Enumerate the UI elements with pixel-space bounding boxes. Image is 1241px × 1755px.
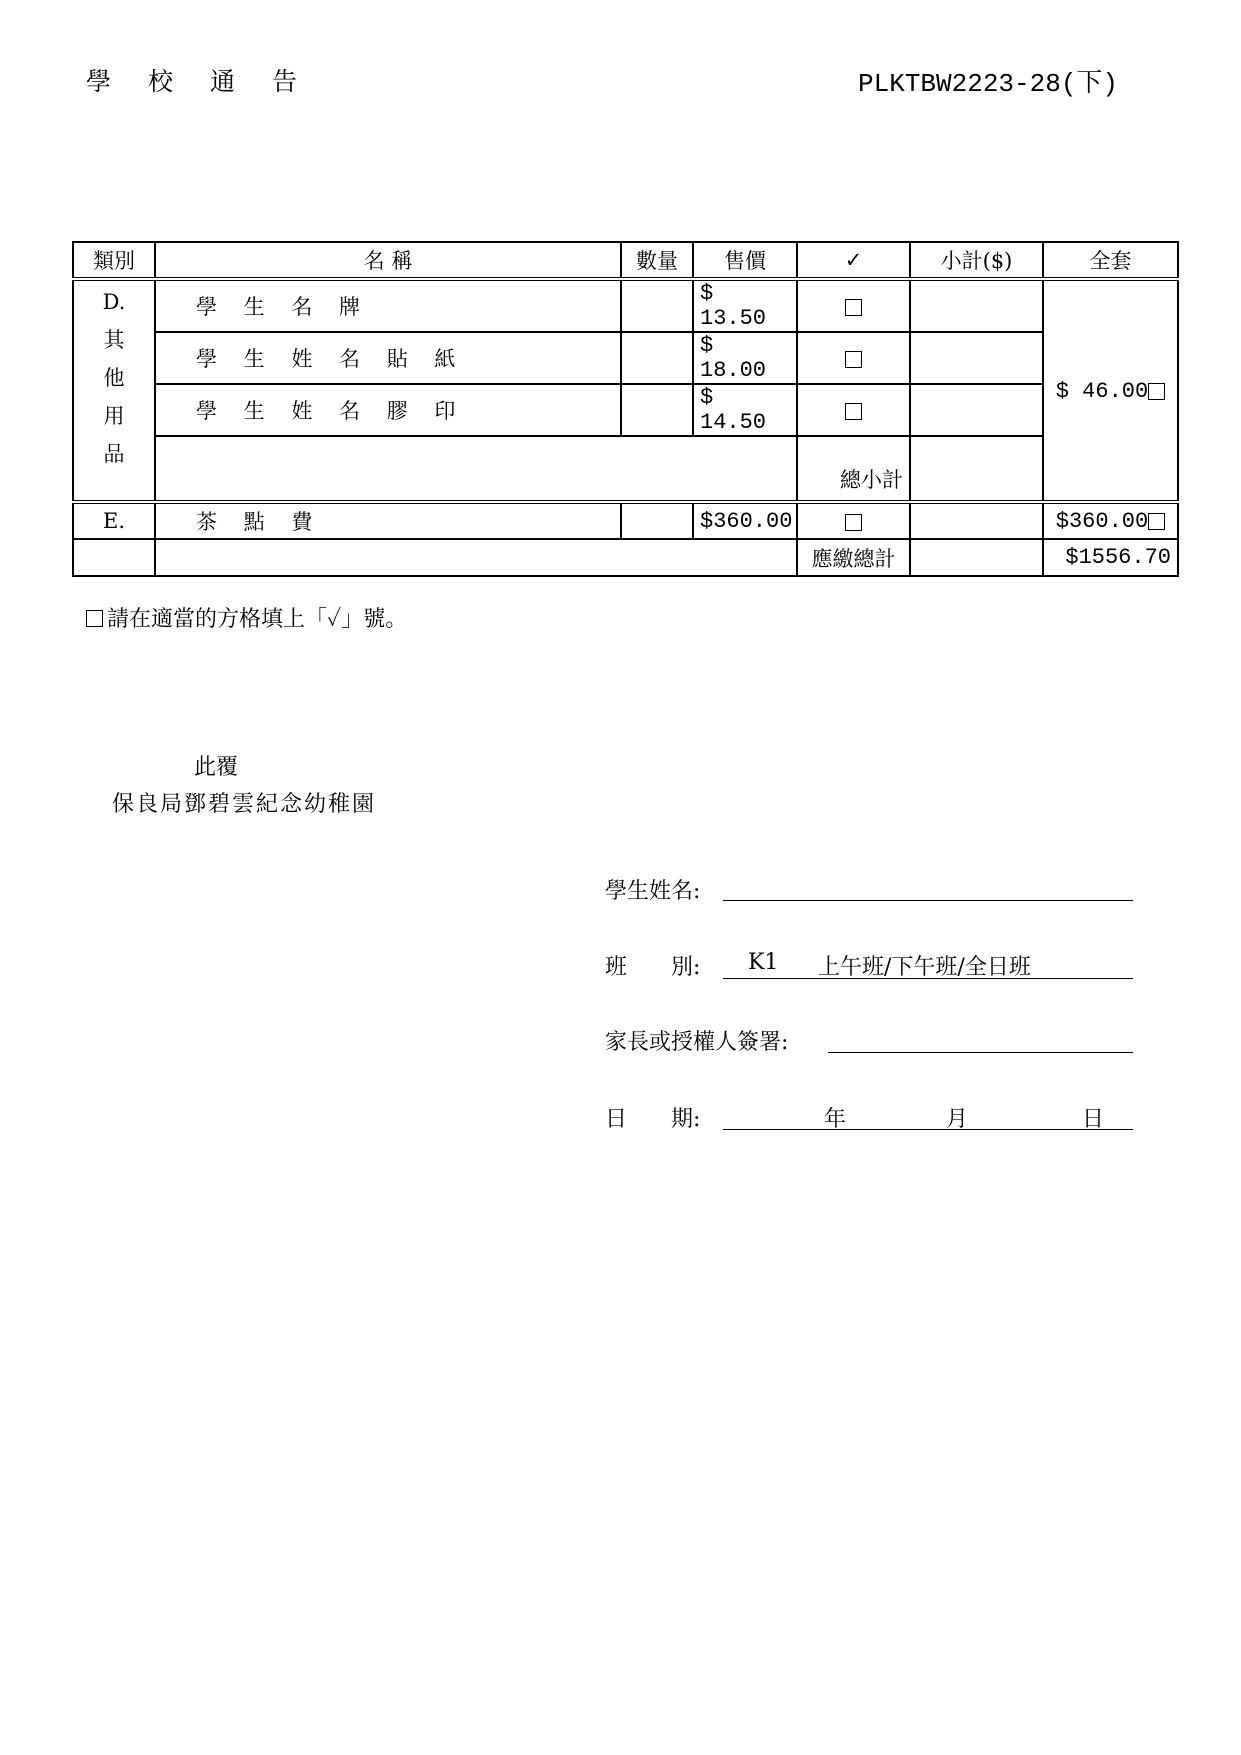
total-label: 應繳總計 xyxy=(797,539,910,576)
item-name: 茶 點 費 xyxy=(155,502,621,539)
student-name-label: 學生姓名: xyxy=(605,879,701,904)
checkbox-icon[interactable] xyxy=(1148,513,1165,530)
table-row xyxy=(73,332,1178,384)
category-d-char: 品 xyxy=(103,442,125,466)
check-cell[interactable] xyxy=(797,332,910,384)
subtotal-cell[interactable] xyxy=(910,279,1043,332)
set-price-e-cell xyxy=(1043,502,1178,539)
category-d-label: D. xyxy=(102,290,126,314)
table-row xyxy=(73,279,1178,332)
checkbox-icon[interactable] xyxy=(845,299,862,316)
quantity-cell[interactable] xyxy=(621,279,693,332)
date-year: 年 xyxy=(824,1107,847,1132)
category-d-char: 用 xyxy=(103,404,125,428)
header-check: ✓ xyxy=(797,242,910,279)
empty-cell xyxy=(155,539,797,576)
check-cell[interactable] xyxy=(797,279,910,332)
quantity-cell[interactable] xyxy=(621,384,693,436)
category-e-label: E. xyxy=(73,502,155,539)
set-price-e: $360.00 xyxy=(1055,509,1149,534)
student-name-line[interactable] xyxy=(723,900,1133,901)
date-label: 日 期: xyxy=(605,1107,701,1132)
checkbox-icon[interactable] xyxy=(845,351,862,368)
subtotal-cell[interactable] xyxy=(910,332,1043,384)
item-price: $ 18.00 xyxy=(693,332,797,384)
school-name: 保良局鄧碧雲紀念幼稚園 xyxy=(112,792,377,817)
item-price: $ 14.50 xyxy=(693,384,797,436)
parent-signature-label: 家長或授權人簽署: xyxy=(605,1030,789,1055)
category-d-char: 他 xyxy=(103,366,125,390)
header-subtotal: 小計($) xyxy=(910,242,1043,279)
notice-title: 學 校 通 告 xyxy=(86,67,304,96)
category-d-char: 其 xyxy=(103,328,125,352)
parent-signature-line[interactable] xyxy=(828,1052,1133,1053)
instruction-note xyxy=(86,602,407,633)
empty-cell xyxy=(155,436,797,502)
date-month: 月 xyxy=(946,1107,969,1132)
class-line[interactable] xyxy=(723,978,1133,979)
total-row xyxy=(73,539,1178,576)
subtotal-total-cell[interactable] xyxy=(910,436,1043,502)
order-table xyxy=(72,241,1179,577)
quantity-cell[interactable] xyxy=(621,502,693,539)
notice-code: PLKTBW2223-28(下) xyxy=(858,69,1119,99)
class-value: K1 xyxy=(748,950,779,975)
check-cell[interactable] xyxy=(797,502,910,539)
instruction-text: 請在適當的方格填上「✓」號。 xyxy=(107,607,408,632)
total-empty-cell xyxy=(910,539,1043,576)
checkbox-icon xyxy=(86,610,103,627)
item-name: 學 生 姓 名 膠 印 xyxy=(155,384,621,436)
subtotal-cell[interactable] xyxy=(910,384,1043,436)
closing-text: 此覆 xyxy=(194,755,239,780)
item-name: 學 生 姓 名 貼 紙 xyxy=(155,332,621,384)
set-price-d-cell xyxy=(1043,279,1178,502)
subtotal-row xyxy=(73,436,1178,502)
checkbox-icon[interactable] xyxy=(1148,383,1165,400)
date-line[interactable] xyxy=(723,1129,1133,1130)
class-options: 上午班/下午班/全日班 xyxy=(818,955,1031,980)
header-name: 名 稱 xyxy=(155,242,621,279)
checkbox-icon[interactable] xyxy=(845,514,862,531)
header-set: 全套 xyxy=(1043,242,1178,279)
header-category: 類別 xyxy=(73,242,155,279)
date-day: 日 xyxy=(1082,1107,1105,1132)
empty-cell xyxy=(73,539,155,576)
header-price: 售價 xyxy=(693,242,797,279)
set-price-d: $ 46.00 xyxy=(1055,378,1149,404)
checkbox-icon[interactable] xyxy=(845,403,862,420)
table-row xyxy=(73,384,1178,436)
item-price: $360.00 xyxy=(693,502,797,539)
subtotal-label: 總小計 xyxy=(797,436,910,502)
check-cell[interactable] xyxy=(797,384,910,436)
subtotal-cell[interactable] xyxy=(910,502,1043,539)
header-quantity: 數量 xyxy=(621,242,693,279)
total-value: $1556.70 xyxy=(1043,539,1178,576)
quantity-cell[interactable] xyxy=(621,332,693,384)
item-name: 學 生 名 牌 xyxy=(155,279,621,332)
table-header-row xyxy=(73,242,1178,279)
table-row xyxy=(73,502,1178,539)
item-price: $ 13.50 xyxy=(693,279,797,332)
category-d-cell xyxy=(73,279,155,502)
class-label: 班 別: xyxy=(605,955,701,980)
